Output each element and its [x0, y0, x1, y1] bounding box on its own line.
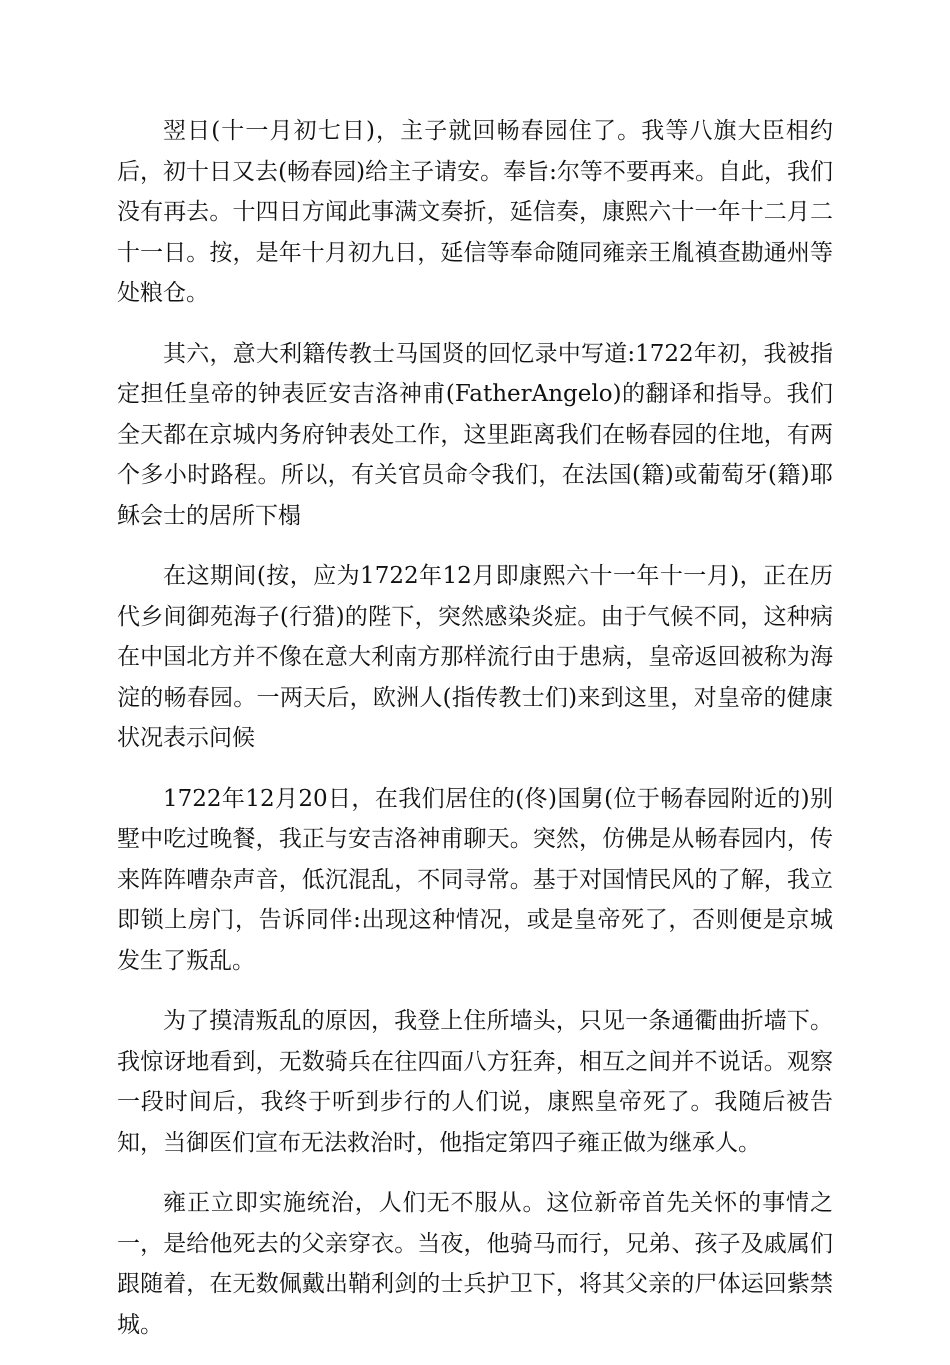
paragraph-2: 其六，意大利籍传教士马国贤的回忆录中写道:1722年初，我被指定担任皇帝的钟表匠安吉洛神甫(FatherAngelo)的翻译和指导。我们全天都在京城内务府钟表处工作，这里距离我们在畅春园的住地，有两个多小时路程。所以，有关官员命令我们，在法国(籍)或葡萄牙(籍)耶稣会士的居所下榻 — [117, 340, 833, 529]
paragraph-1: 翌日(十一月初七日)，主子就回畅春园住了。我等八旗大臣相约后，初十日又去(畅春园)给主子请安。奉旨:尔等不要再来。自此，我们没有再去。十四日方闻此事满文奏折，延信奏，康熙六十一年十二月二十一日。按，是年十月初九日，延信等奉命随同雍亲王胤禛查勘通州等处粮仓。 — [117, 118, 833, 306]
document-body — [117, 111, 833, 1365]
paragraph-5: 为了摸清叛乱的原因，我登上住所墙头，只见一条通衢曲折墙下。我惊讶地看到，无数骑兵在往四面八方狂奔，相互之间并不说话。观察一段时间后，我终于听到步行的人们说，康熙皇帝死了。我随后被告知，当御医们宣布无法救治时，他指定第四子雍正做为继承人。 — [117, 1008, 833, 1156]
paragraph-6: 雍正立即实施统治，人们无不服从。这位新帝首先关怀的事情之一，是给他死去的父亲穿衣。当夜，他骑马而行，兄弟、孩子及戚属们跟随着，在无数佩戴出鞘利剑的士兵护卫下，将其父亲的尸体运回紫禁城。 — [117, 1190, 833, 1338]
paragraph-3: 在这期间(按，应为1722年12月即康熙六十一年十一月)，正在历代乡间御苑海子(行猎)的陛下，突然感染炎症。由于气候不同，这种病在中国北方并不像在意大利南方那样流行由于患病，皇帝返回被称为海淀的畅春园。一两天后，欧洲人(指传教士们)来到这里，对皇帝的健康状况表示问候 — [117, 563, 833, 751]
paragraph-4: 1722年12月20日，在我们居住的(佟)国舅(位于畅春园附近的)别墅中吃过晚餐，我正与安吉洛神甫聊天。突然，仿佛是从畅春园内，传来阵阵嘈杂声音，低沉混乱，不同寻常。基于对国情民风的了解，我立即锁上房门，告诉同伴:出现这种情况，或是皇帝死了，否则便是京城发生了叛乱。 — [117, 785, 833, 974]
